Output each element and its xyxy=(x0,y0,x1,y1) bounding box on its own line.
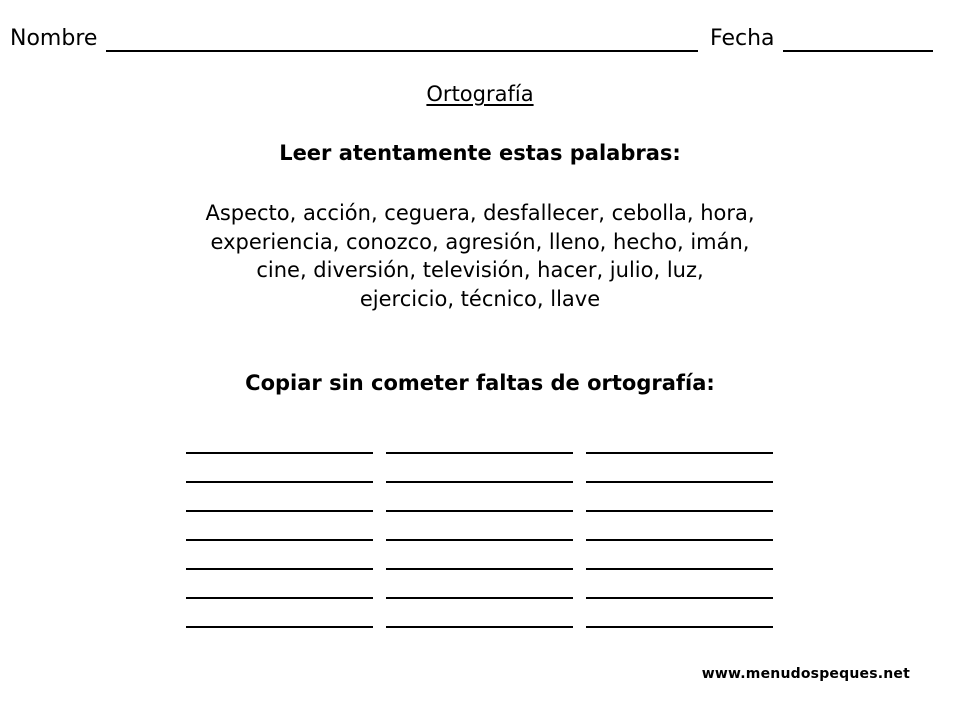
copy-blank-line[interactable] xyxy=(386,481,573,483)
name-field[interactable] xyxy=(106,50,698,52)
copy-blank-line[interactable] xyxy=(186,626,373,628)
copy-blank-line[interactable] xyxy=(386,568,573,570)
copy-blank-line[interactable] xyxy=(186,597,373,599)
word-line: ejercicio, técnico, llave xyxy=(359,286,601,311)
copy-blank-line[interactable] xyxy=(386,510,573,512)
copy-blank-line[interactable] xyxy=(586,568,773,570)
copy-blank-line[interactable] xyxy=(586,510,773,512)
copy-blank-line[interactable] xyxy=(186,510,373,512)
page-title: Ortografía xyxy=(426,82,534,106)
header-row xyxy=(10,24,935,54)
name-label: Nombre xyxy=(10,26,98,51)
date-field[interactable] xyxy=(783,50,933,52)
copy-blank-line[interactable] xyxy=(586,626,773,628)
copy-blank-line[interactable] xyxy=(186,452,373,454)
footer-url: www.menudospeques.net xyxy=(701,666,910,682)
copy-blank-line[interactable] xyxy=(586,539,773,541)
word-line: cine, diversión, televisión, hacer, julio, luz, xyxy=(256,258,704,282)
word-list xyxy=(0,199,960,313)
word-line: Aspecto, acción, ceguera, desfallecer, cebolla, hora, xyxy=(205,201,755,225)
copy-blank-line[interactable] xyxy=(186,481,373,483)
copy-instruction: Copiar sin cometer faltas de ortografía: xyxy=(245,371,715,395)
copy-blank-line[interactable] xyxy=(586,597,773,599)
copy-blank-line[interactable] xyxy=(586,481,773,483)
read-instruction: Leer atentamente estas palabras: xyxy=(279,141,681,165)
copy-blank-line[interactable] xyxy=(186,539,373,541)
copy-blank-line[interactable] xyxy=(386,452,573,454)
copy-blank-line[interactable] xyxy=(186,568,373,570)
copy-blank-line[interactable] xyxy=(386,626,573,628)
copy-blank-line[interactable] xyxy=(386,597,573,599)
word-line: experiencia, conozco, agresión, lleno, hecho, imán, xyxy=(210,229,750,254)
copy-blank-line[interactable] xyxy=(386,539,573,541)
copy-blank-line[interactable] xyxy=(586,452,773,454)
date-label: Fecha xyxy=(710,26,775,51)
